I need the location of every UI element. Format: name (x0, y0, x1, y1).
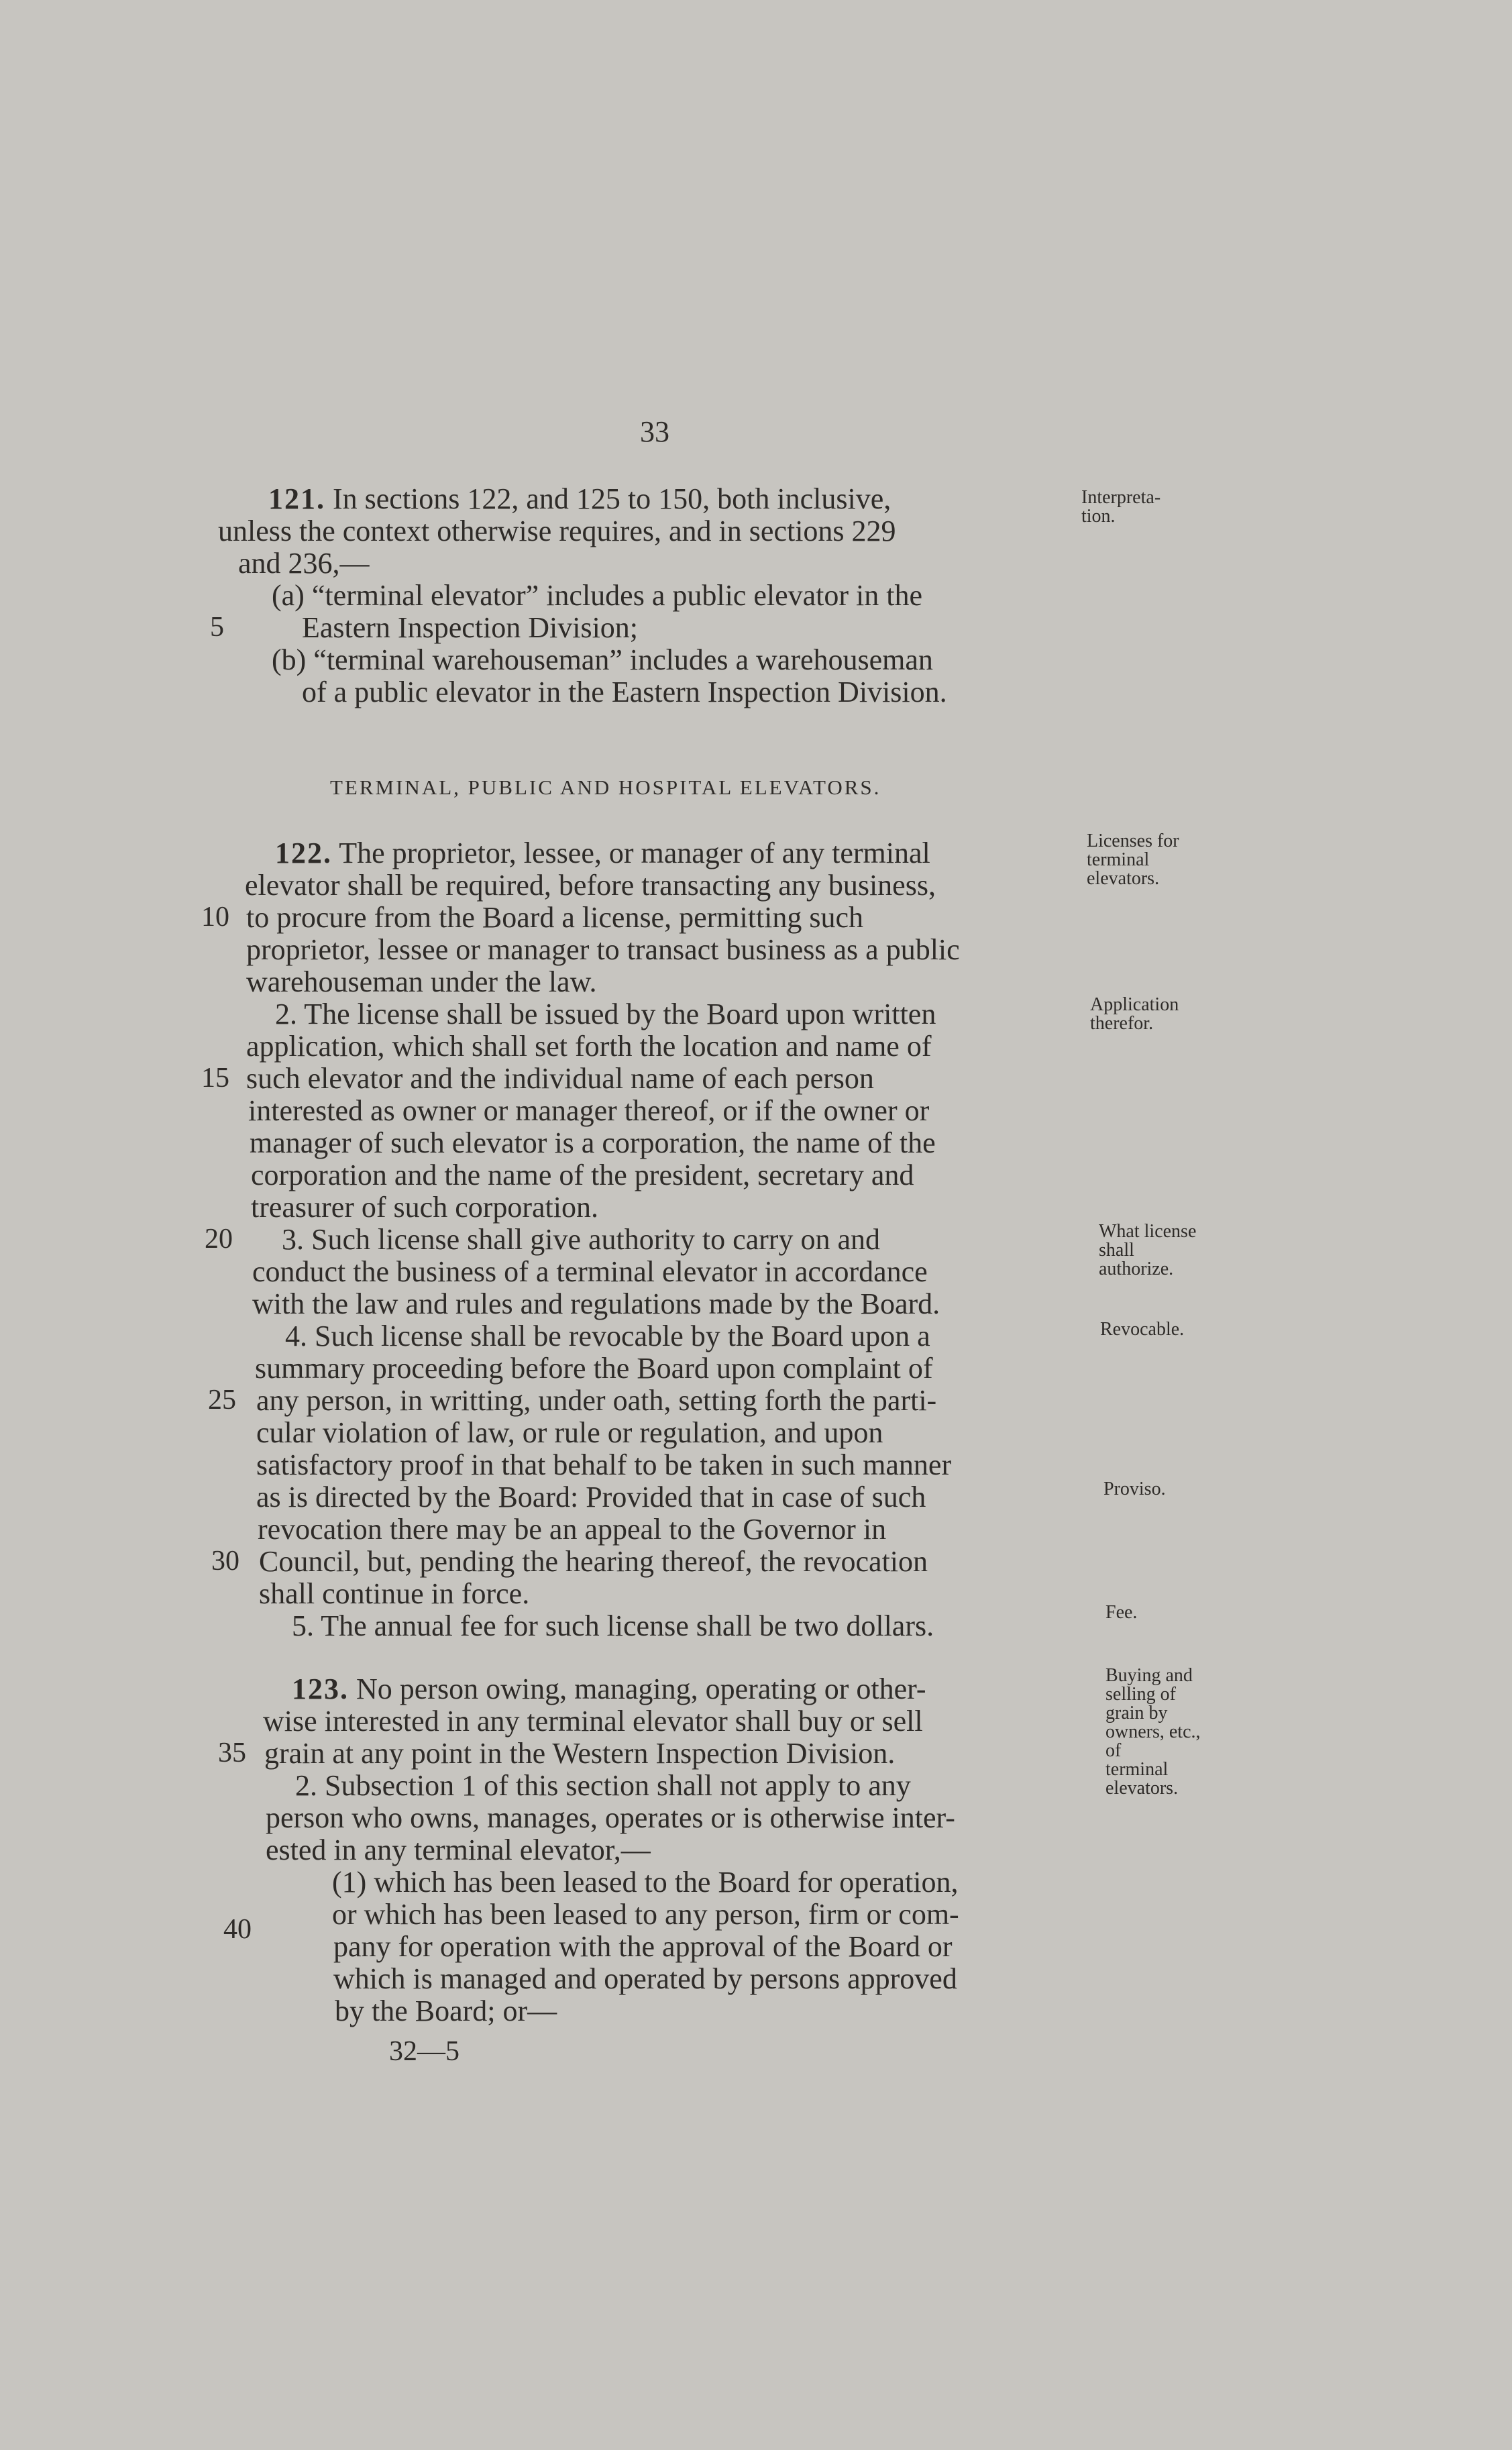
text-line (332, 1900, 959, 1929)
line-text: Eastern Inspection Division; (302, 611, 639, 644)
text-line (266, 1803, 955, 1833)
page-number: 33 (640, 415, 669, 448)
text-line (256, 1386, 936, 1416)
text-line (272, 581, 922, 610)
line-text: of a public elevator in the Eastern Inspection Division. (302, 676, 947, 708)
text-line (255, 1354, 932, 1383)
text-line (259, 1547, 928, 1577)
line-text: application, which shall set forth the location and name of (246, 1030, 932, 1063)
text-line (248, 1096, 929, 1126)
text-line (250, 1128, 936, 1158)
marginal-note: Interpreta- tion. (1081, 487, 1161, 527)
text-line (258, 1515, 886, 1544)
line-text: 3. Such license shall give authority to carry on and (282, 1223, 880, 1256)
line-text: (b) “terminal warehouseman” includes a warehouseman (272, 643, 933, 676)
line-text: (1) which has been leased to the Board for operation, (332, 1866, 959, 1899)
line-text: or which has been leased to any person, firm or com- (332, 1898, 959, 1931)
line-number: 5 (210, 612, 224, 643)
signature-mark: 32—5 (389, 2036, 460, 2067)
section-heading: TERMINAL, PUBLIC AND HOSPITAL ELEVATORS. (330, 776, 881, 799)
line-text: any person, in writting, under oath, setting forth the parti- (256, 1384, 937, 1417)
line-text: grain at any point in the Western Inspection Division. (264, 1737, 896, 1770)
line-number: 35 (218, 1738, 246, 1768)
line-text: In sections 122, and 125 to 150, both inclusive, (325, 482, 892, 515)
line-text: with the law and rules and regulations made by the Board. (252, 1287, 940, 1320)
line-text: ested in any terminal elevator,— (266, 1833, 651, 1866)
text-line (246, 1032, 931, 1061)
text-line (333, 1932, 953, 1962)
line-text: summary proceeding before the Board upon complaint of (255, 1352, 933, 1385)
text-line (292, 1674, 926, 1704)
text-line (246, 903, 863, 933)
line-text: manager of such elevator is a corporation, the name of the (250, 1126, 936, 1159)
text-line (245, 871, 936, 900)
text-line (251, 1161, 914, 1190)
text-line (275, 1000, 936, 1029)
text-line (272, 645, 933, 675)
marginal-note: Fee. (1105, 1602, 1138, 1623)
text-line (238, 549, 370, 578)
line-text: which is managed and operated by persons approved (333, 1962, 957, 1995)
text-line (264, 1739, 895, 1768)
text-line (218, 517, 896, 546)
line-text: interested as owner or manager thereof, or if the owner or (248, 1094, 930, 1127)
text-line (246, 967, 597, 997)
section-number: 123. (292, 1672, 349, 1705)
line-text: shall continue in force. (259, 1577, 530, 1610)
text-line (333, 1964, 957, 1994)
text-line (292, 1611, 934, 1641)
marginal-note: Licenses for terminal elevators. (1087, 831, 1179, 889)
text-line (302, 678, 947, 707)
text-line (266, 1835, 651, 1865)
text-line (256, 1483, 926, 1512)
line-text: person who owns, manages, operates or is otherwise inter- (266, 1801, 955, 1834)
line-text: 5. The annual fee for such license shall be two dollars. (292, 1609, 934, 1642)
line-number: 20 (205, 1224, 233, 1255)
line-text: The proprietor, lessee, or manager of any terminal (332, 837, 930, 869)
line-text: 2. Subsection 1 of this section shall not apply to any (295, 1769, 911, 1802)
marginal-note: Buying and selling of grain by owners, etc., of terminal elevators. (1105, 1665, 1201, 1799)
line-text: treasurer of such corporation. (251, 1191, 599, 1224)
line-text: satisfactory proof in that behalf to be taken in such manner (256, 1448, 952, 1481)
line-text: and 236,— (238, 547, 370, 580)
line-text: cular violation of law, or rule or regulation, and upon (256, 1416, 883, 1449)
line-text: revocation there may be an appeal to the Governor in (258, 1513, 887, 1546)
line-text: to procure from the Board a license, permitting such (246, 901, 864, 934)
line-number: 15 (201, 1063, 229, 1094)
section-number: 122. (275, 837, 332, 869)
line-number: 30 (211, 1546, 239, 1577)
text-line (332, 1868, 958, 1897)
text-line (268, 484, 891, 514)
line-text: such elevator and the individual name of each person (246, 1062, 874, 1095)
marginal-note: Application therefor. (1090, 994, 1179, 1034)
line-text: as is directed by the Board: Provided that in case of such (256, 1481, 926, 1513)
line-number: 10 (201, 902, 229, 933)
line-text: 4. Such license shall be revocable by the Board upon a (285, 1320, 930, 1352)
line-text: conduct the business of a terminal elevator in accordance (252, 1255, 928, 1288)
line-text: proprietor, lessee or manager to transact business as a public (246, 933, 960, 966)
line-text: elevator shall be required, before transacting any business, (245, 869, 936, 902)
text-line (256, 1450, 951, 1480)
line-text: No person owing, managing, operating or other- (349, 1672, 926, 1705)
text-line (246, 1064, 874, 1094)
line-number: 40 (223, 1914, 252, 1945)
section-number: 121. (268, 482, 325, 515)
marginal-note: Proviso. (1103, 1479, 1166, 1499)
line-text: pany for operation with the approval of the Board or (333, 1930, 953, 1963)
line-number: 25 (208, 1385, 236, 1416)
marginal-note: What license shall authorize. (1099, 1221, 1197, 1279)
text-line (251, 1193, 598, 1222)
marginal-note: Revocable. (1100, 1319, 1185, 1340)
line-text: warehouseman under the law. (246, 965, 597, 998)
line-text: (a) “terminal elevator” includes a public elevator in the (272, 579, 922, 612)
text-line (275, 839, 930, 868)
text-line (295, 1771, 911, 1801)
text-line (256, 1418, 883, 1448)
text-line (259, 1579, 529, 1609)
line-text: Council, but, pending the hearing thereof, the revocation (259, 1545, 928, 1578)
text-line (252, 1257, 928, 1287)
text-line (282, 1225, 880, 1255)
line-text: 2. The license shall be issued by the Board upon written (275, 998, 936, 1030)
text-line (246, 935, 960, 965)
line-text: unless the context otherwise requires, and in sections 229 (218, 515, 896, 547)
line-text: by the Board; or— (335, 1994, 557, 2027)
text-line (285, 1322, 930, 1351)
text-line (252, 1289, 940, 1319)
line-text: wise interested in any terminal elevator shall buy or sell (263, 1705, 923, 1738)
text-line (302, 613, 638, 643)
line-text: corporation and the name of the president, secretary and (251, 1159, 914, 1191)
text-line (335, 1996, 557, 2026)
text-line (263, 1707, 923, 1736)
